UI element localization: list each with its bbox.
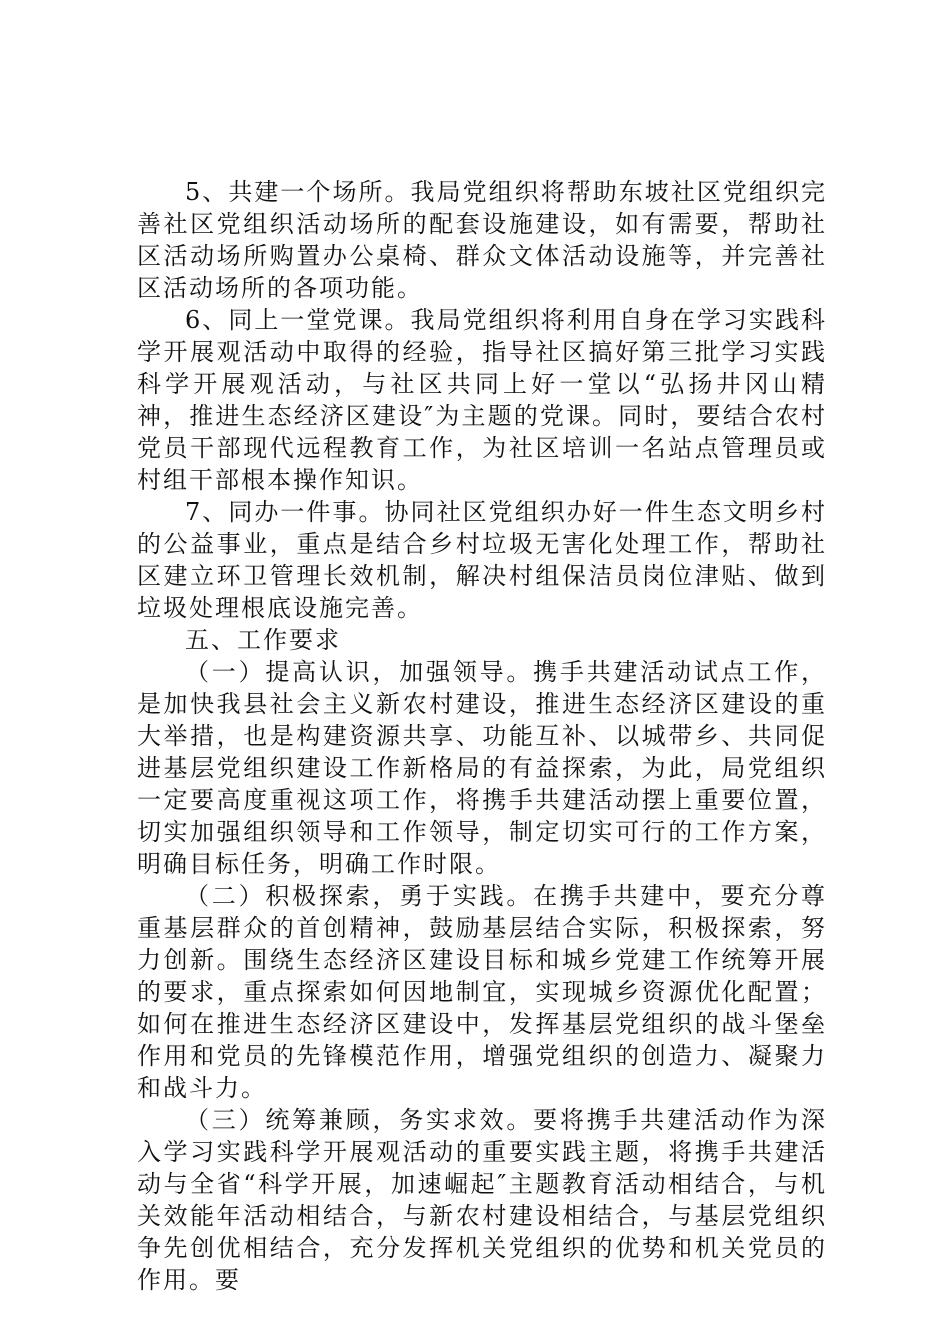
paragraph-item-5: 5、共建一个场所。我局党组织将帮助东坡社区党组织完善社区党组织活动场所的配套设施建设，如有需要，帮助社区活动场所购置办公桌椅、群众文体活动设施等，并完善社区活动场所的各项功能。: [137, 178, 827, 302]
paragraph-requirement-2: （二）积极探索，勇于实践。在携手共建中，要充分尊重基层群众的首创精神，鼓励基层结合实际，积极探索，努力创新。围绕生态经济区建设目标和城乡党建工作统筹开展的要求，重点探索如何因地制宜，实现城乡资源优化配置；如何在推进生态经济区建设中，发挥基层党组织的战斗堡垒作用和党员的先锋模范作用，增强党组织的创造力、凝聚力和战斗力。: [137, 882, 827, 1102]
paragraph-requirement-3: （三）统筹兼顾，务实求效。要将携手共建活动作为深入学习实践科学开展观活动的重要实践主题，将携手共建活动与全省“科学开展，加速崛起″主题教育活动相结合，与机关效能年活动相结合，与新农村建设相结合，与基层党组织争先创优相结合，充分发挥机关党组织的优势和机关党员的作用。要: [137, 1106, 827, 1294]
paragraph-item-7: 7、同办一件事。协同社区党组织办好一件生态文明乡村的公益事业，重点是结合乡村垃圾无害化处理工作，帮助社区建立环卫管理长效机制，解决村组保洁员岗位津贴、做到垃圾处理根底设施完善。: [137, 498, 827, 622]
document-body: [137, 176, 827, 1296]
paragraph-item-6: 6、同上一堂党课。我局党组织将利用自身在学习实践科学开展观活动中取得的经验，指导社区搞好第三批学习实践科学开展观活动，与社区共同上好一堂以“弘扬井冈山精神，推进生态经济区建设″为主题的党课。同时，要结合农村党员干部现代远程教育工作，为社区培训一名站点管理员或村组干部根本操作知识。: [137, 306, 827, 494]
paragraph-requirement-1: （一）提高认识，加强领导。携手共建活动试点工作，是加快我县社会主义新农村建设，推进生态经济区建设的重大举措，也是构建资源共享、功能互补、以城带乡、共同促进基层党组织建设工作新格局的有益探索，为此，局党组织一定要高度重视这项工作，将携手共建活动摆上重要位置，切实加强组织领导和工作领导，制定切实可行的工作方案，明确目标任务，明确工作时限。: [137, 658, 827, 878]
section-heading-work-requirements: 五、工作要求: [185, 626, 341, 654]
